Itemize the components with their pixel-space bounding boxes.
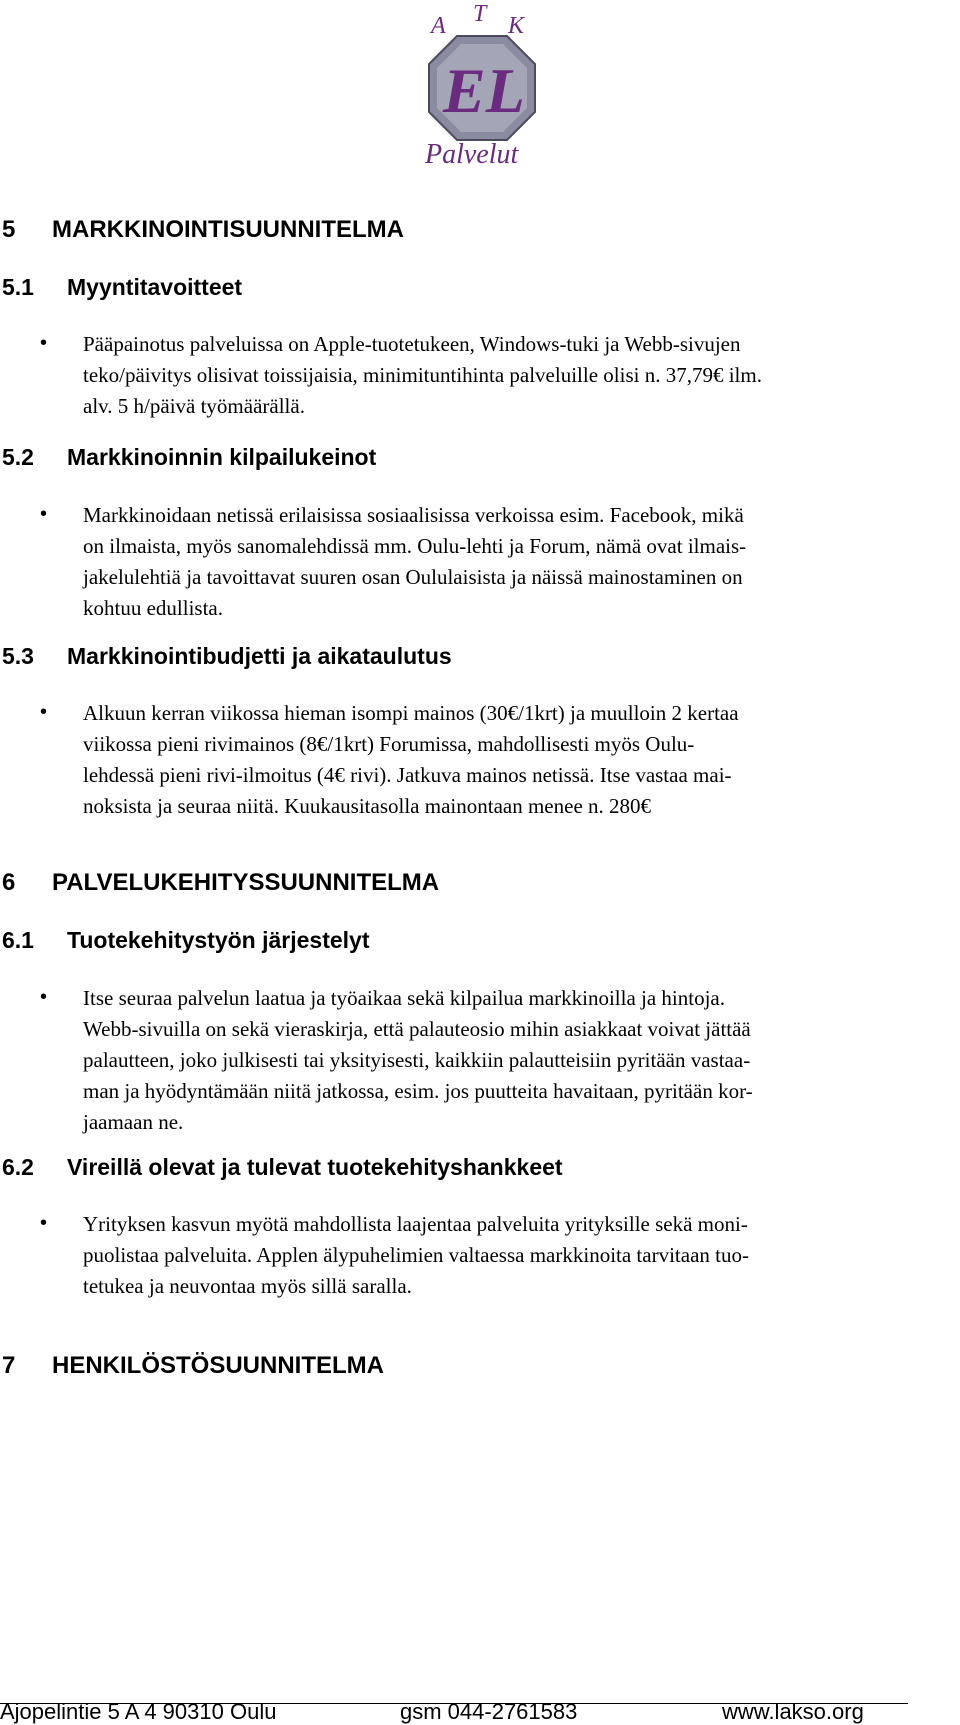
- logo-letter-t: T: [473, 1, 487, 27]
- heading-section-7: 7 HENKILÖSTÖSUUNNITELMA: [2, 1352, 384, 1379]
- paragraph-budget: Alkuun kerran viikossa hieman isompi mainos (30€/1krt) ja muulloin 2 kertaa viikossa pieni rivimainos (8€/1krt) Forumissa, mahdollisesti myös Oulu- lehdessä pieni rivi-ilmoitus (4€ rivi). Jatkuva mainos netissä. Itse vastaa mai- noksista ja seuraa niitä. Kuukausitasolla mainontaan menee n. 280€: [83, 701, 739, 818]
- logo-letter-k: K: [508, 13, 525, 39]
- heading-section-5-1: 5.1 Myyntitavoitteet: [2, 274, 243, 300]
- heading-section-6: 6 PALVELUKEHITYSSUUNNITELMA: [2, 869, 440, 896]
- paragraph-upcoming-projects: Yrityksen kasvun myötä mahdollista laajentaa palveluita yrityksille sekä moni- puolistaa palveluita. Applen älypuhelimien valtaessa markkinoita tarvitaan tuo- tetukea ja neuvontaa myös sillä saralla.: [83, 1212, 749, 1298]
- atk-el-palvelut-logo: [415, 0, 545, 175]
- logo-monogram: EL: [443, 55, 525, 126]
- bullet-icon: •: [40, 986, 48, 1008]
- footer-website: www.lakso.org: [722, 1699, 864, 1724]
- heading-section-5-2: 5.2 Markkinoinnin kilpailukeinot: [2, 444, 377, 470]
- paragraph-sales-goals: Pääpainotus palveluissa on Apple-tuotetukeen, Windows-tuki ja Webb-sivujen teko/päivitys olisivat toissijaisia, minimituntihinta palveluille olisi n. 37,79€ ilm. alv. 5 h/päivä työmäärällä.: [83, 332, 762, 418]
- bullet-icon: •: [40, 503, 48, 525]
- paragraph-product-development: Itse seuraa palvelun laatua ja työaikaa sekä kilpailua markkinoilla ja hintoja. Webb-sivuilla on sekä vieraskirja, että palauteosio mihin asiakkaat voivat jättää palautteen, joko julkisesti tai yksityisesti, kaikkiin palautteisiin pyritään vastaa- man ja hyödyntämään niitä jatkossa, esim. jos puutteita havaitaan, pyritään kor- jaamaan ne.: [83, 986, 753, 1134]
- bullet-icon: •: [40, 701, 48, 723]
- logo-palvelut-text: Palvelut: [425, 139, 519, 170]
- bullet-icon: •: [40, 1212, 48, 1234]
- footer-address: Ajopelintie 5 A 4 90310 Oulu: [0, 1699, 277, 1724]
- heading-section-6-2: 6.2 Vireillä olevat ja tulevat tuotekehityshankkeet: [2, 1154, 563, 1180]
- logo-letter-a: A: [431, 13, 446, 39]
- paragraph-marketing-means: Markkinoidaan netissä erilaisissa sosiaalisissa verkoissa esim. Facebook, mikä on ilmaista, myös sanomalehdissä mm. Oulu-lehti ja Forum, nämä ovat ilmais- jakelulehtiä ja tavoittavat suuren osan Oululaisista ja näissä mainostaminen on kohtuu edullista.: [83, 503, 747, 620]
- footer-phone: gsm 044-2761583: [400, 1699, 578, 1724]
- bullet-icon: •: [40, 332, 48, 354]
- heading-section-6-1: 6.1 Tuotekehitystyön järjestelyt: [2, 927, 370, 953]
- heading-section-5: 5 MARKKINOINTISUUNNITELMA: [2, 216, 404, 243]
- heading-section-5-3: 5.3 Markkinointibudjetti ja aikataulutus: [2, 643, 452, 669]
